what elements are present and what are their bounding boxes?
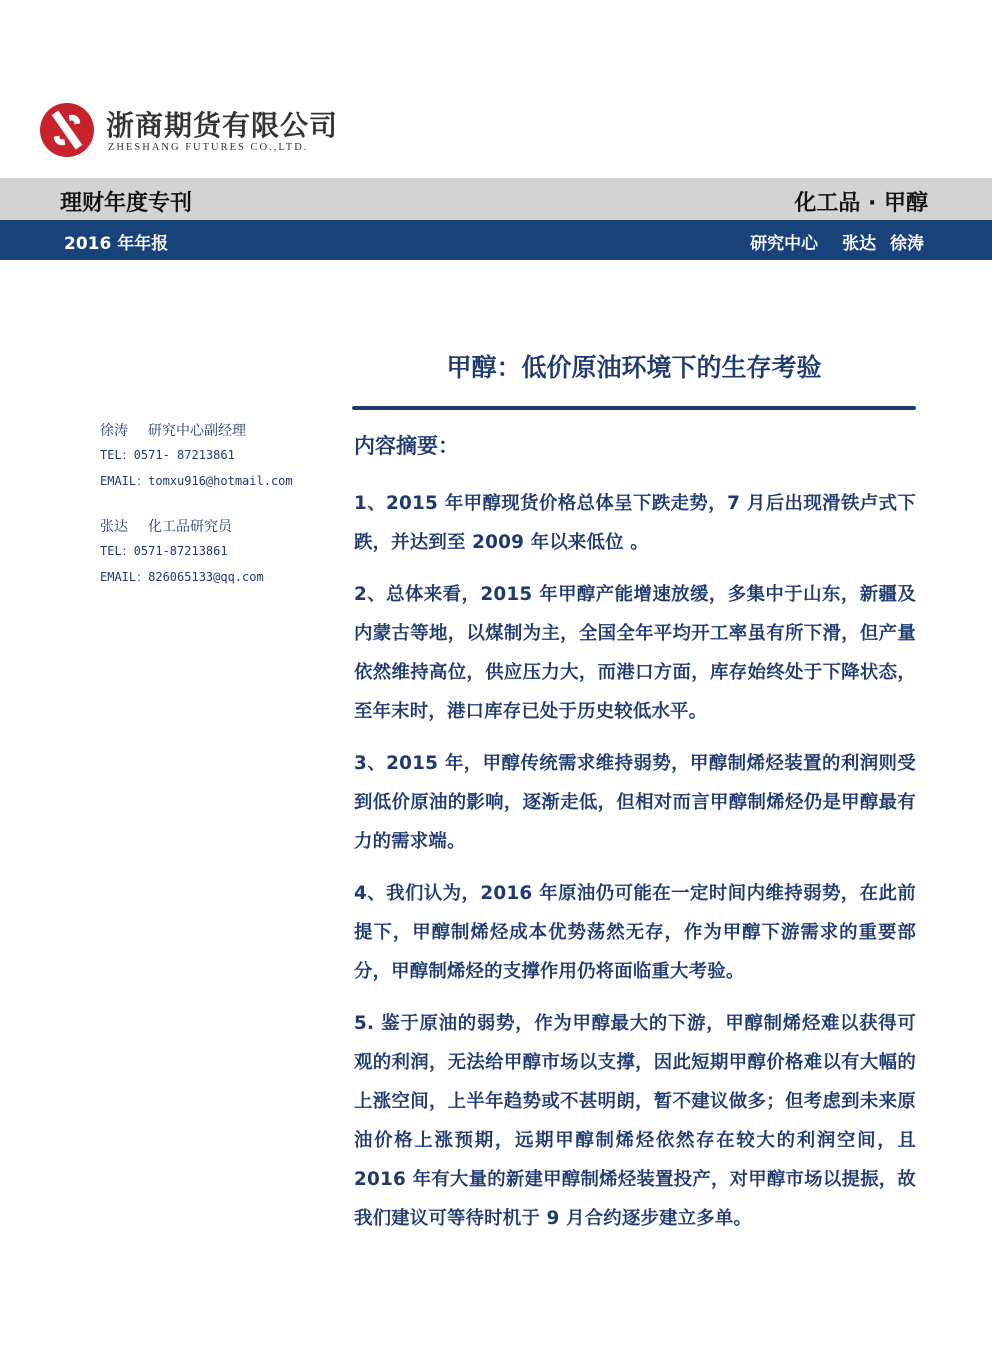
author-tel: TEL：0571- 87213861: [100, 448, 235, 462]
header-band-blue: [0, 220, 992, 260]
header-band-gray: [0, 178, 992, 220]
logo-emblem-icon: [40, 103, 94, 157]
company-logo: [40, 100, 339, 162]
author-name: 张达: [100, 519, 128, 535]
author-role: 化工品研究员: [148, 519, 232, 535]
company-name-en: ZHESHANG FUTURES CO.,LTD.: [108, 142, 309, 153]
summary-heading: 内容摘要：: [354, 434, 459, 458]
summary-paragraph-1: 1、2015 年甲醇现货价格总体呈下跌走势，7 月后出现滑铁卢式下跌，并达到至 2009 年以来低位 。: [354, 493, 916, 553]
publication-label: 理财年度专刊: [60, 191, 193, 216]
category-label: 化工品 · 甲醇: [794, 191, 928, 216]
header-author-1: 张达: [842, 234, 877, 254]
department-label: 研究中心: [750, 234, 819, 254]
summary-body: [354, 484, 916, 1251]
summary-paragraph-5: 5. 鉴于原油的弱势，作为甲醇最大的下游，甲醇制烯烃难以获得可观的利润，无法给甲醇市场以支撑，因此短期甲醇价格难以有大幅的上涨空间，上半年趋势或不甚明朗，暂不建议做多；但考虑到未来原油价格上涨预期，远期甲醇制烯烃依然存在较大的利润空间，且 2016 年有大量的新建甲醇制烯烃装置投产，对甲醇市场以提振，故我们建议可等待时机于 9 月合约逐步建立多单。: [354, 1013, 916, 1229]
author-role: 研究中心副经理: [148, 423, 246, 439]
summary-paragraph-3: 3、2015 年，甲醇传统需求维持弱势，甲醇制烯烃装置的利润则受到低价原油的影响，逐渐走低，但相对而言甲醇制烯烃仍是甲醇最有力的需求端。: [354, 753, 916, 852]
report-label: 2016 年年报: [64, 234, 169, 254]
summary-paragraph-4: 4、我们认为，2016 年原油仍可能在一定时间内维持弱势，在此前提下，甲醇制烯烃成本优势荡然无存，作为甲醇下游需求的重要部分，甲醇制烯烃的支撑作用仍将面临重大考验。: [354, 883, 916, 982]
summary-paragraph-2: 2、总体来看，2015 年甲醇产能增速放缓，多集中于山东，新疆及内蒙古等地，以煤制为主，全国全年平均开工率虽有所下滑，但产量依然维持高位，供应压力大，而港口方面，库存始终处于下降状态，至年末时，港口库存已处于历史较低水平。: [354, 584, 916, 722]
title-divider: [352, 406, 916, 410]
author-email: EMAIL：tomxu916@hotmail.com: [100, 474, 293, 488]
header-authors: [750, 229, 924, 254]
author-email: EMAIL：826065133@qq.com: [100, 570, 264, 584]
author-info: [100, 420, 340, 612]
author-tel: TEL：0571-87213861: [100, 544, 228, 558]
company-name-cn: 浙商期货有限公司: [106, 109, 339, 142]
author-card: [100, 420, 340, 494]
author-name: 徐涛: [100, 423, 128, 439]
author-card: [100, 516, 340, 590]
document-title: 甲醇：低价原油环境下的生存考验: [446, 353, 822, 382]
header-author-2: 徐涛: [890, 234, 924, 254]
